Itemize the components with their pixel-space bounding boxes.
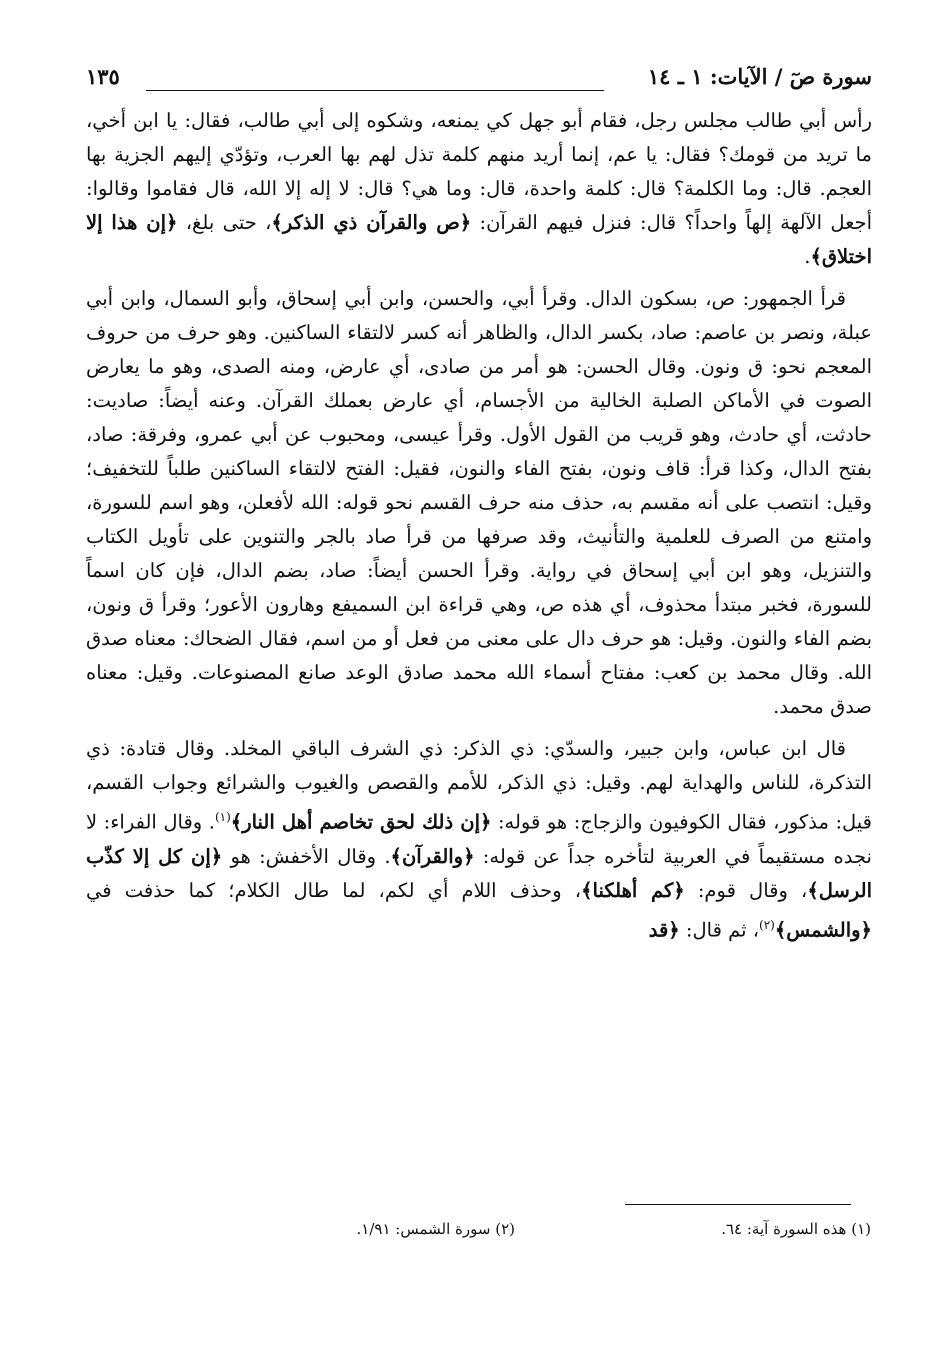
paragraph-1 (86, 104, 872, 274)
p3-text-a: قال ابن عباس، وابن جبير، والسدّي: ذي الذكر: ذي الشرف الباقي المخلد. وقال قتادة: ذي التذكرة، للناس والهداية لهم. وقيل: ذي الذكر، للأمم والقصص والغيوب والشرائع وجواب القسم، قيل: مذكور، فقال الكوفيون والزجاج: هو قوله: (86, 737, 872, 834)
page-header (86, 56, 872, 92)
footnote-rule (625, 1204, 851, 1205)
footnote-ref-2[interactable]: (٢) (759, 917, 775, 932)
quran-quote: ﴿والقرآن﴾ (390, 844, 475, 868)
quran-quote: ﴿ص والقرآن ذي الذكر﴾ (271, 211, 472, 234)
footnote-ref-1[interactable]: (١) (214, 810, 231, 824)
p1-text: رأس أبي طالب مجلس رجل، فقام أبو جهل كي يمنعه، وشكوه إلى أبي طالب، فقال: يا ابن أخي، ما تريد من قومك؟ فقال: يا عم، إنما أريد منهم كلمة تذل لهم بها العرب، وتؤدّي إليهم الجزية بها العجم. قال: وما الكلمة؟ قال: كلمة واحدة، قال: وما هي؟ قال: لا إله إلا الله، قال فقاموا وقالوا: أجعل الآلهة إلهاً واحداً؟ قال: فنزل فيهم القرآن: (86, 109, 873, 234)
p1-end: . (804, 245, 811, 268)
header-rule (146, 90, 604, 91)
paragraph-3 (86, 732, 872, 947)
p3-text-f: ، ثم قال: (679, 918, 759, 941)
footnote-1: (١) هذه السورة آية: ٦٤. (721, 1220, 871, 1238)
paragraph-2: قرأ الجمهور: ص، بسكون الدال. وقرأ أبي، والحسن، وابن أبي إسحاق، وأبو السمال، وابن أبي عبلة، ونصر بن عاصم: صاد، بكسر الدال، والظاهر أنه كسر لالتقاء الساكنين. وهو حرف من حروف المعجم نحو: ق ونون. وقال الحسن: هو أمر من صادى، أي عارض، ومنه الصدى، وهو ما يعارض الصوت في الأماكن الصلبة الخالية من الأجسام، أي عارض بعملك القرآن. وعنه أيضاً: صاديت: حادثت، أي حادث، وهو قريب من القول الأول. وقرأ عيسى، ومحبوب عن أبي عمرو، وفرقة: صاد، بفتح الدال، وكذا قرأ: قاف ونون، بفتح الفاء والنون، فقيل: الفتح لالتقاء الساكنين طلباً للتخفيف؛ وقيل: انتصب على أنه مقسم به، حذف منه حرف القسم نحو قوله: الله لأفعلن، وهو اسم للسورة، وامتنع من الصرف للعلمية والتأنيث، وقد صرفها من قرأ صاد بالجر والتنوين على تأويل الكتاب والتنزيل، وهو ابن أبي إسحاق في رواية. وقرأ الحسن أيضاً: صاد، بضم الدال، فإن كان اسماً للسورة، فخبر مبتدأ محذوف، أي هذه ص، وهي قراءة ابن السميفع وهارون الأعور؛ وقرأ ق ونون، بضم الفاء والنون. وقيل: هو حرف دال على معنى من فعل أو من اسم، فقال الضحاك: معناه صدق الله. وقال محمد بن كعب: مفتاح أسماء الله محمد صادق الوعد صانع المصنوعات. وقيل: معناه صدق محمد. (86, 287, 872, 718)
p3-text-d: ، وقال قوم: (684, 878, 808, 902)
page (86, 56, 872, 947)
p1-mid: ، حتى بلغ، (177, 211, 272, 234)
page-title: سورة صٓ / الآيات: ١ ـ ١٤ (647, 64, 872, 89)
p3-text-e: ، وحذف اللام أي لكم، لما طال الكلام؛ كما حذفت في (86, 878, 582, 902)
p3-text-c: . وقال الأخفش: هو (222, 844, 391, 868)
footnote-2: (٢) سورة الشمس: ١/٩١. (356, 1220, 515, 1238)
quran-quote: ﴿والشمس﴾ (774, 918, 872, 941)
page-number: ١٣٥ (86, 64, 120, 89)
quran-quote: ﴿إن كل إلا كذّب الرسل﴾ (86, 844, 872, 902)
p3-text-b: . وقال الفراء: لا نجده مستقيماً في العربية لتأخره جداً عن قوله: (86, 810, 872, 868)
quran-quote: ﴿كم أهلكنا﴾ (581, 878, 685, 902)
quran-quote: ﴿إن هذا إلا اختلاق﴾ (86, 211, 872, 268)
quran-quote: ﴿إن ذلك لحق تخاصم أهل النار﴾ (230, 810, 492, 834)
quran-quote: ﴿قد (648, 918, 680, 941)
